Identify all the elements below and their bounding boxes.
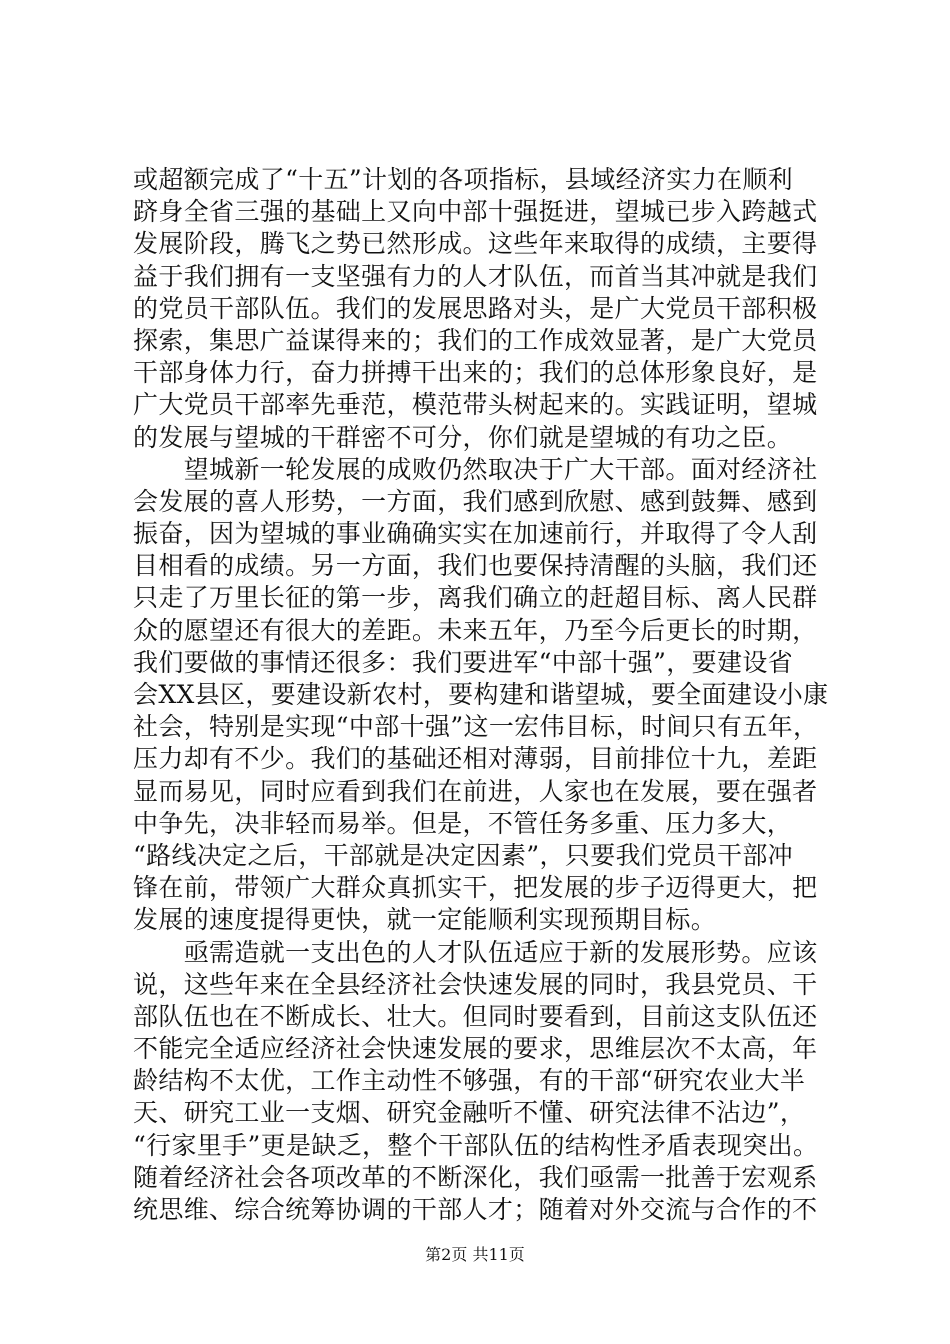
text-line: 统思维、综合统筹协调的干部人才；随着对外交流与合作的不	[133, 1195, 818, 1224]
text-line: 亟需造就一支出色的人才队伍适应于新的发展形势。应该	[133, 937, 818, 967]
page-number-footer: 第2页 共11页	[425, 1245, 525, 1264]
text-line: 说，这些年来在全县经济社会快速发展的同时，我县党员、干	[133, 969, 818, 999]
text-line: 中争先，决非轻而易举。但是，不管任务多重、压力多大，	[133, 808, 793, 838]
text-line: 望城新一轮发展的成败仍然取决于广大干部。面对经济社	[133, 454, 818, 484]
text-line: 的党员干部队伍。我们的发展思路对头，是广大党员干部积极	[133, 293, 818, 323]
text-line: 广大党员干部率先垂范，模范带头树起来的。实践证明，望城	[133, 390, 818, 420]
text-line: 或超额完成了“十五”计划的各项指标，县域经济实力在顺利	[133, 165, 794, 194]
text-line: 龄结构不太优，工作主动性不够强，有的干部“研究农业大半	[133, 1066, 806, 1096]
text-line: “路线决定之后，干部就是决定因素”，只要我们党员干部冲	[133, 840, 794, 870]
text-line: 随着经济社会各项改革的不断深化，我们亟需一批善于宏观系	[133, 1162, 818, 1192]
text-line: 会XX县区，要建设新农村，要构建和谐望城，要全面建设小康	[133, 680, 829, 709]
body-text	[133, 164, 833, 1226]
text-line: 部队伍也在不断成长、壮大。但同时要看到，目前这支队伍还	[133, 1001, 818, 1031]
text-line: 不能完全适应经济社会快速发展的要求，思维层次不太高，年	[133, 1034, 818, 1064]
text-line: 会发展的喜人形势，一方面，我们感到欣慰、感到鼓舞、感到	[133, 486, 818, 516]
text-line: 发展的速度提得更快，就一定能顺利实现预期目标。	[133, 905, 717, 935]
text-line: 发展阶段，腾飞之势已然形成。这些年来取得的成绩，主要得	[133, 229, 818, 259]
text-line: 社会，特别是实现“中部十强”这一宏伟目标，时间只有五年，	[133, 712, 819, 742]
text-line: 显而易见，同时应看到我们在前进，人家也在发展，要在强者	[133, 776, 818, 806]
text-line: 天、研究工业一支烟、研究金融听不懂、研究法律不沾边”，	[133, 1098, 806, 1128]
text-line: 目相看的成绩。另一方面，我们也要保持清醒的头脑，我们还	[133, 551, 818, 581]
text-line: 探索，集思广益谋得来的；我们的工作成效显著，是广大党员	[133, 325, 818, 355]
text-line: 锋在前，带领广大群众真抓实干，把发展的步子迈得更大，把	[133, 873, 818, 903]
text-line: 振奋，因为望城的事业确确实实在加速前行，并取得了令人刮	[133, 519, 818, 549]
text-line: 众的愿望还有很大的差距。未来五年，乃至今后更长的时期，	[133, 615, 818, 645]
text-line: 压力却有不少。我们的基础还相对薄弱，目前排位十九，差距	[133, 744, 818, 774]
text-line: “行家里手”更是缺乏，整个干部队伍的结构性矛盾表现突出。	[133, 1130, 819, 1160]
text-line: 益于我们拥有一支坚强有力的人才队伍，而首当其冲就是我们	[133, 261, 818, 291]
text-line: 只走了万里长征的第一步，离我们确立的赶超目标、离人民群	[133, 583, 818, 613]
text-line: 跻身全省三强的基础上又向中部十强挺进，望城已步入跨越式	[133, 197, 818, 227]
text-line: 的发展与望城的干群密不可分，你们就是望城的有功之臣。	[133, 422, 793, 452]
text-line: 干部身体力行，奋力拼搏干出来的；我们的总体形象良好，是	[133, 358, 818, 388]
text-line: 我们要做的事情还很多：我们要进军“中部十强”，要建设省	[133, 647, 794, 677]
